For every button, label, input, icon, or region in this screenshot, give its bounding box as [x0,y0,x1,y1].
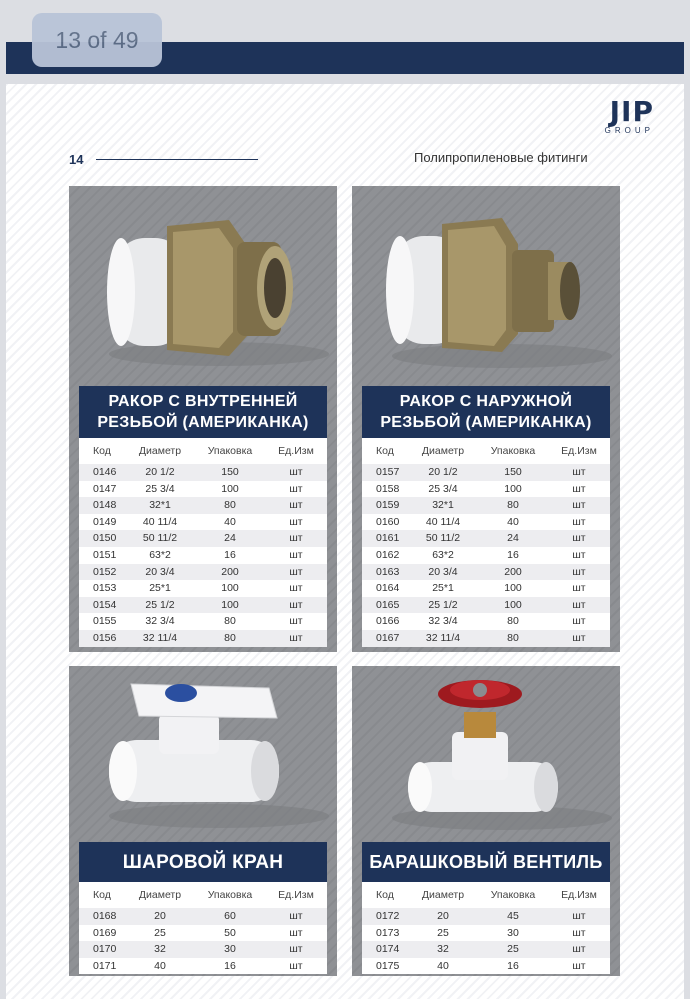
table-cell: шт [289,532,303,545]
column-header: Упаковка [207,889,253,901]
table-cell: шт [289,959,303,972]
column-header: Диаметр [421,889,465,901]
table-cell: шт [572,482,586,495]
table-cell: шт [289,466,303,478]
table-row [362,547,610,564]
table-cell: шт [572,582,586,595]
table-cell: 20 1/2 [145,466,175,478]
table-cell: 20 3/4 [145,565,175,578]
table-cell: шт [289,910,303,922]
table-cell: шт [572,959,586,972]
table-cell: 0167 [376,631,400,644]
table-row [79,547,327,564]
table-row [79,481,327,498]
table-cell: 63*2 [149,548,171,561]
table-cell: 40 [437,959,449,972]
table-cell: шт [572,615,586,628]
table-cell: шт [572,515,586,528]
table-row [79,941,327,958]
table-cell: 0163 [376,565,400,578]
table-cell: 45 [507,910,519,922]
table-cell: 200 [504,565,522,578]
table-row [79,597,327,614]
table-cell: 24 [507,532,519,545]
table-cell: 25 [437,926,449,939]
table-cell: 30 [224,943,236,956]
table-cell: 0149 [93,515,117,528]
table-cell: 0174 [376,943,400,956]
table-cell: шт [289,482,303,495]
table-cell: 0155 [93,615,117,628]
table-cell: 32*1 [432,499,454,512]
product-title-line2: РЕЗЬБОЙ (АМЕРИКАНКА) [97,414,309,431]
table-row [79,564,327,581]
product-title [362,386,610,438]
table-cell: 80 [507,499,519,512]
table-row [362,630,610,647]
table-cell: 0172 [376,910,400,922]
table-cell: шт [289,598,303,611]
table-cell: 50 11/2 [425,532,461,545]
table-cell: 32 3/4 [428,615,458,628]
ball-valve-photo [69,666,337,842]
table-cell: 60 [224,910,236,922]
table-cell: шт [289,499,303,512]
table-row [362,514,610,531]
table-cell: 0150 [93,532,117,545]
table-cell: 63*2 [432,548,454,561]
table-cell: шт [289,565,303,578]
column-header: Упаковка [490,889,536,901]
table-cell: 150 [504,466,522,478]
table-cell: 0175 [376,959,400,972]
table-cell: шт [572,943,586,956]
table-row [362,925,610,942]
table-cell: 25*1 [149,582,171,595]
table-row [362,958,610,975]
globe-valve-photo [352,666,620,842]
table-cell: 0147 [93,482,117,495]
table-cell: 200 [221,565,239,578]
column-header: Диаметр [138,445,182,457]
table-cell: 16 [224,959,236,972]
table-cell: шт [289,943,303,956]
table-cell: 0169 [93,926,117,939]
column-header: Код [93,889,111,901]
table-row [362,564,610,581]
page-number: 14 [69,152,84,167]
column-header: Ед.Изм [561,445,597,457]
table-cell: 0164 [376,582,400,595]
catalog-page [6,84,684,999]
table-cell: 25 3/4 [428,482,458,495]
table-cell: 100 [504,598,522,611]
table-cell: 100 [504,582,522,595]
table-cell: 25 1/2 [428,598,458,611]
column-header: Диаметр [138,889,182,901]
column-header: Код [376,889,394,901]
logo-sub-text: GROUP [604,126,654,135]
table-cell: шт [572,466,586,478]
table-cell: шт [289,582,303,595]
table-cell: 25 [154,926,166,939]
page-title: Полипропиленовые фитинги [414,150,588,165]
table-row [79,613,327,630]
table-cell: 0153 [93,582,117,595]
table-row [79,630,327,647]
table-cell: шт [572,910,586,922]
table-row [362,481,610,498]
table-cell: шт [572,631,586,644]
table-cell: 0158 [376,482,400,495]
table-cell: 25 1/2 [145,598,175,611]
product-title [79,386,327,438]
table-cell: 80 [507,631,519,644]
table-cell: 40 11/4 [425,515,461,528]
table-row [79,958,327,975]
table-cell: шт [289,548,303,561]
column-header: Код [376,445,394,457]
product-card-union-female [69,186,337,652]
table-row [362,530,610,547]
column-header: Ед.Изм [278,445,314,457]
table-cell: 0161 [376,532,400,545]
table-cell: 0157 [376,466,400,478]
table-cell: 25*1 [432,582,454,595]
table-cell: 0165 [376,598,400,611]
column-header: Код [93,445,111,457]
table-cell: 50 [224,926,236,939]
table-cell: шт [572,598,586,611]
table-cell: 0173 [376,926,400,939]
table-cell: 0162 [376,548,400,561]
table-cell: 0146 [93,466,117,478]
page-counter[interactable]: 13 of 49 [32,13,162,67]
table-row [79,908,327,925]
column-header: Диаметр [421,445,465,457]
product-title-line1: РАКОР С НАРУЖНОЙ [399,393,573,410]
table-cell: 40 11/4 [142,515,178,528]
product-card-ball-valve [69,666,337,976]
product-spec-table [79,882,327,974]
table-row [362,580,610,597]
table-cell: 100 [221,598,239,611]
table-cell: шт [289,926,303,939]
table-cell: 80 [507,615,519,628]
table-row [362,464,610,481]
table-cell: шт [289,515,303,528]
table-cell: 50 11/2 [142,532,178,545]
column-header: Упаковка [207,445,253,457]
table-cell: 80 [224,499,236,512]
table-cell: 20 [154,910,166,922]
product-title-line2: РЕЗЬБОЙ (АМЕРИКАНКА) [380,414,592,431]
table-cell: 150 [221,466,239,478]
product-title-line1: РАКОР С ВНУТРЕННЕЙ [108,393,298,410]
column-header: Ед.Изм [278,889,314,901]
table-cell: 32*1 [149,499,171,512]
product-title: БАРАШКОВЫЙ ВЕНТИЛЬ [362,842,610,882]
table-header [362,882,610,908]
table-cell: шт [289,631,303,644]
table-row [362,597,610,614]
table-cell: 32 [154,943,166,956]
table-cell: шт [572,926,586,939]
table-row [362,613,610,630]
divider [96,159,258,160]
table-cell: шт [572,499,586,512]
table-cell: шт [289,615,303,628]
table-cell: 25 [507,943,519,956]
table-cell: 0151 [93,548,117,561]
table-row [362,908,610,925]
product-title: ШАРОВОЙ КРАН [79,842,327,882]
table-cell: 20 [437,910,449,922]
table-cell: 40 [224,515,236,528]
table-cell: 0159 [376,499,400,512]
table-cell: шт [572,548,586,561]
table-row [79,497,327,514]
table-cell: 100 [221,482,239,495]
logo-main-text: JIP [609,95,654,128]
product-spec-table [362,438,610,647]
union-female-thread-photo [69,186,337,386]
table-cell: 24 [224,532,236,545]
table-header [79,882,327,908]
table-cell: шт [572,565,586,578]
table-row [362,941,610,958]
table-cell: 100 [504,482,522,495]
table-row [79,464,327,481]
table-cell: 0154 [93,598,117,611]
table-cell: 0170 [93,943,117,956]
product-card-union-male [352,186,620,652]
table-cell: 32 3/4 [145,615,175,628]
product-card-globe-valve [352,666,620,976]
column-header: Упаковка [490,445,536,457]
table-header [79,438,327,464]
table-cell: 32 11/4 [425,631,461,644]
product-spec-table [79,438,327,647]
union-male-thread-photo [352,186,620,386]
table-row [79,925,327,942]
table-cell: 0152 [93,565,117,578]
table-header [362,438,610,464]
table-cell: 0168 [93,910,117,922]
table-cell: 25 3/4 [145,482,175,495]
table-cell: 0171 [93,959,117,972]
table-cell: 100 [221,582,239,595]
product-spec-table [362,882,610,974]
table-cell: 40 [154,959,166,972]
table-row [79,530,327,547]
table-cell: 40 [507,515,519,528]
table-row [79,580,327,597]
table-cell: 16 [224,548,236,561]
table-cell: 80 [224,631,236,644]
table-cell: 80 [224,615,236,628]
table-cell: 20 1/2 [428,466,458,478]
table-cell: 32 [437,943,449,956]
table-cell: 0160 [376,515,400,528]
jip-group-logo [584,95,654,136]
table-cell: шт [572,532,586,545]
table-cell: 0156 [93,631,117,644]
column-header: Ед.Изм [561,889,597,901]
table-cell: 30 [507,926,519,939]
table-row [362,497,610,514]
table-cell: 32 11/4 [142,631,178,644]
table-row [79,514,327,531]
table-cell: 0166 [376,615,400,628]
table-cell: 16 [507,959,519,972]
table-cell: 20 3/4 [428,565,458,578]
table-cell: 0148 [93,499,117,512]
table-cell: 16 [507,548,519,561]
